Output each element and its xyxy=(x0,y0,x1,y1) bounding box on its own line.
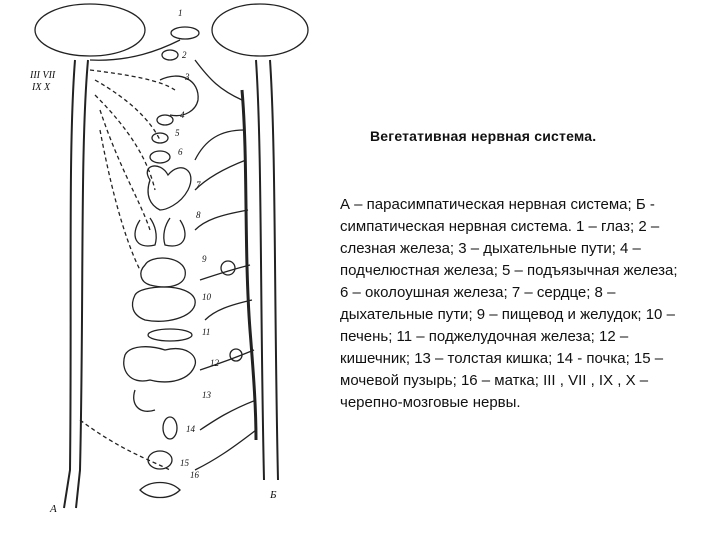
liver xyxy=(132,287,195,321)
organ-number-13: 13 xyxy=(202,390,211,400)
intestine xyxy=(124,347,196,382)
organ-number-12: 12 xyxy=(210,358,219,368)
nerve-label-1: III VII xyxy=(30,70,56,81)
organ-number-8: 8 xyxy=(196,210,201,220)
nerve-label-2: IX X xyxy=(32,82,51,93)
colon xyxy=(134,390,155,411)
organ-number-14: 14 xyxy=(186,424,195,434)
celiac-ganglion xyxy=(221,261,235,275)
eye xyxy=(171,27,199,39)
submandibular-gland xyxy=(157,115,173,125)
parasympathetic-spinal-cord xyxy=(64,60,75,508)
page-title: Вегетативная нервная система. xyxy=(370,128,597,144)
autonomic-nervous-system-illustration xyxy=(20,0,320,520)
label-b: Б xyxy=(270,489,277,501)
organ-number-16: 16 xyxy=(190,470,199,480)
organ-number-2: 2 xyxy=(182,50,187,60)
parotid-gland xyxy=(150,151,170,163)
lacrimal-gland xyxy=(162,50,178,60)
uterus xyxy=(140,483,180,498)
organ-number-9: 9 xyxy=(202,254,207,264)
organ-number-3: 3 xyxy=(185,72,190,82)
heart xyxy=(147,166,191,210)
organ-number-5: 5 xyxy=(175,128,180,138)
sympathetic-spinal-cord xyxy=(256,60,264,480)
stomach xyxy=(141,258,185,287)
organ-number-15: 15 xyxy=(180,458,189,468)
label-a: А xyxy=(50,503,57,515)
organ-number-10: 10 xyxy=(202,292,211,302)
organ-number-4: 4 xyxy=(180,110,185,120)
legend-text: А – парасимпатическая нервная система; Б - симпатическая нервная система. 1 – глаз; 2 – слезная железа; 3 – дыхательные пути; 4 – подчелюстная железа; 5 – подъязычная железа; 6 – околоушная железа; 7 – сердце; 8 – дыхательные пути; 9 – пищевод и желудок; 10 – печень; 11 – поджелудочная железа; 12 – кишечник; 13 – толстая кишка; 14 - почка; 15 – мочевой пузырь; 16 – матка; III , VII , IX , X – черепно-мозговые нервы. xyxy=(340,196,678,411)
lungs xyxy=(135,218,185,246)
left-brain xyxy=(35,4,145,56)
pancreas xyxy=(148,329,192,341)
right-brain xyxy=(212,4,308,56)
organ-number-11: 11 xyxy=(202,327,211,337)
bladder xyxy=(148,451,172,469)
organ-number-7: 7 xyxy=(196,180,201,190)
organ-number-6: 6 xyxy=(178,147,183,157)
kidney xyxy=(163,417,177,439)
sublingual-gland xyxy=(152,133,168,143)
organ-number-1: 1 xyxy=(178,8,183,18)
illustration-svg xyxy=(20,0,320,520)
